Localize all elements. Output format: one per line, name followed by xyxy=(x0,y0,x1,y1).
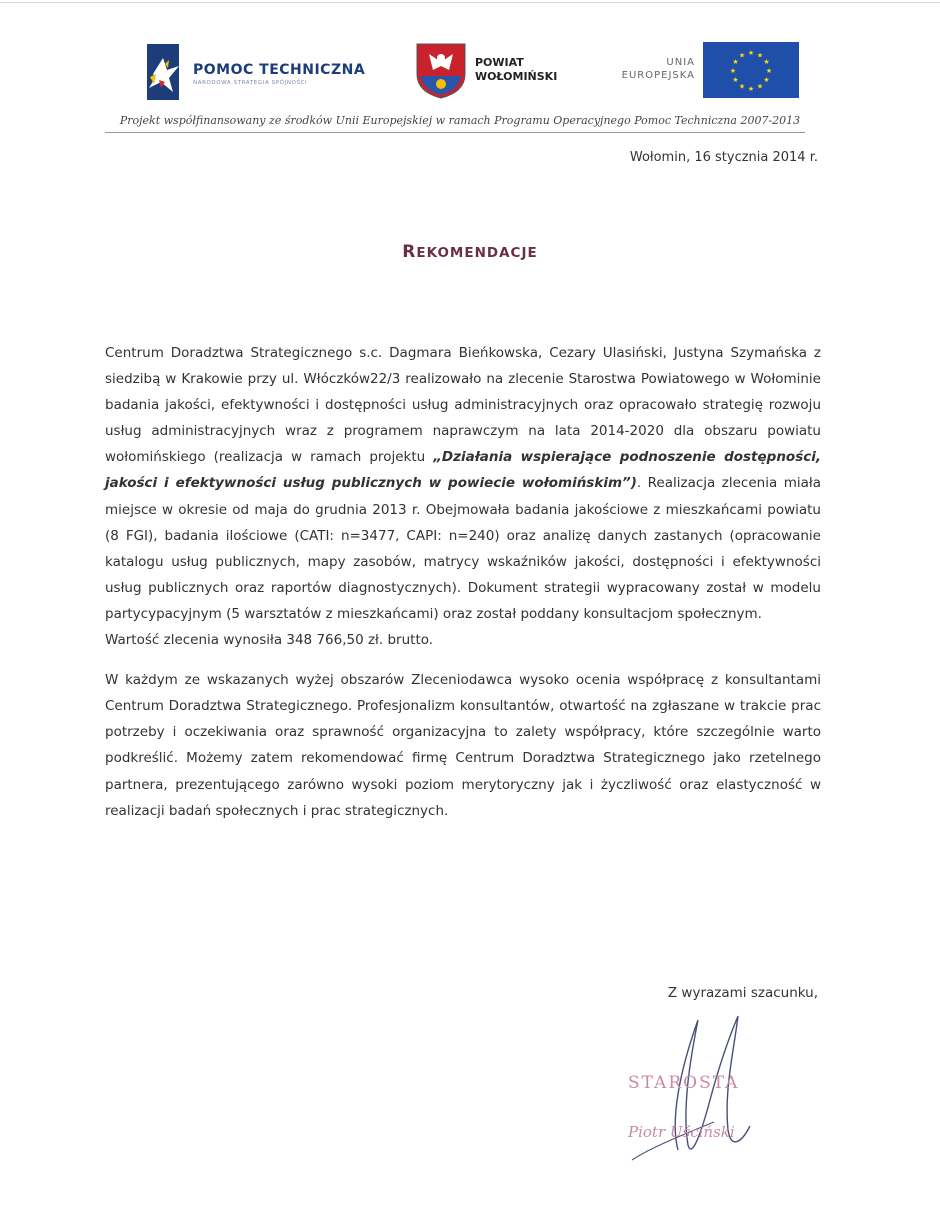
stamp-title: STAROSTA xyxy=(628,1073,740,1093)
svg-text:★: ★ xyxy=(756,51,764,60)
eu-flag-icon xyxy=(703,42,799,98)
letter-body xyxy=(105,340,821,824)
project-cofinancing-line: Projekt współfinansowany ze środków Unii Europejskiej w ramach Programu Operacyjnego Pomoc Techniczna 2007-2013 xyxy=(119,114,801,127)
stamp-name: Piotr Uściński xyxy=(628,1123,735,1141)
letter-title xyxy=(0,242,940,262)
svg-text:★: ★ xyxy=(747,85,755,93)
logo-ue-line2: EUROPEJSKA xyxy=(621,70,695,81)
letter-title-rest: EKOMENDACJE xyxy=(416,245,538,261)
svg-text:★: ★ xyxy=(732,76,739,84)
svg-text:★: ★ xyxy=(763,76,770,84)
project-name-emphasis: „Działania wspierające podnoszenie dostępności, jakości i efektywności usług publicznych w powiecie wołomińskim”) xyxy=(105,449,821,492)
top-border xyxy=(0,2,940,3)
closing-line: Z wyrazami szacunku, xyxy=(667,985,818,1001)
nss-star-icon xyxy=(147,44,187,100)
unia-europejska-logo xyxy=(605,42,805,100)
logo-pt-subtitle: NARODOWA STRATEGIA SPÓJNOŚCI xyxy=(193,80,308,86)
paragraph-3: W każdym ze wskazanych wyżej obszarów Zleceniodawca wysoko ocenia współpracę z konsultantami Centrum Doradztwa Strategicznego. Profesjonalizm konsultantów, otwartość na zgłaszane w trakcie prac potrzeby i oczekiwania oraz sprawność organizacyjna to zalety współpracy, które szczególnie warto podkreślić. Możemy zatem rekomendować firmę Centrum Doradztwa Strategicznego jako rzetelnego partnera, prezentującego zarówno wysoki poziom merytoryczny jak i życzliwość oraz elastyczność w realizacji badań społecznych i prac strategicznych. xyxy=(105,672,821,819)
logo-powiat-text xyxy=(475,56,557,84)
svg-text:★: ★ xyxy=(732,58,739,66)
svg-text:★: ★ xyxy=(747,49,755,57)
paragraph-gap xyxy=(105,653,821,667)
svg-text:★: ★ xyxy=(756,82,764,91)
letter-title-initial: R xyxy=(402,242,417,262)
place-date: Wołomin, 16 stycznia 2014 r. xyxy=(629,150,818,165)
logo-ue-text xyxy=(605,56,695,82)
powiat-wolominski-logo xyxy=(415,42,585,100)
logo-powiat-line1: POWIAT xyxy=(475,56,524,69)
pomoc-techniczna-logo xyxy=(147,44,387,100)
logo-powiat-line2: WOŁOMIŃSKI xyxy=(475,70,558,83)
header-separator xyxy=(105,132,805,133)
svg-text:★: ★ xyxy=(738,51,746,60)
coat-of-arms-icon xyxy=(415,42,467,100)
paragraph-2: Wartość zlecenia wynosiła 348 766,50 zł. brutto. xyxy=(105,632,434,649)
paragraph-1-part-b: . Realizacja zlecenia miała miejsce w okresie od maja do grudnia 2013 r. Obejmowała badania jakościowe z mieszkańcami powiatu (8 FGI), badania ilościowe (CATI: n=3477, CAPI: n=240) oraz analizę danych zastanych (opracowanie katalogu usług publicznych, mapy zasobów, matrycy wskaźników jakości, dostępności i efektywności usług publicznych oraz raportów diagnostycznych). Dokument strategii wypracowany został w modelu partycypacyjnym (5 warsztatów z mieszkańcami) oraz został poddany konsultacjom społecznym. xyxy=(105,475,821,622)
paragraph-1-part-a: Centrum Doradztwa Strategicznego s.c. Dagmara Bieńkowska, Cezary Ulasiński, Justyna Szymańska z siedzibą w Krakowie przy ul. Włóczków22/3 realizowało na zlecenie Starostwa Powiatowego w Wołominie badania jakości, efektywności i dostępności usług administracyjnych oraz opracowało strategię rozwoju usług administracyjnych wraz z programem naprawczym na lata 2014-2020 dla obszaru powiatu wołomińskiego (realizacja w ramach projektu xyxy=(105,345,821,466)
logo-ue-line1: UNIA xyxy=(666,57,695,68)
svg-text:★: ★ xyxy=(763,58,770,66)
logo-pt-title: POMOC TECHNICZNA xyxy=(193,62,366,78)
paragraph-1 xyxy=(105,340,821,627)
svg-text:★: ★ xyxy=(765,67,773,75)
svg-text:★: ★ xyxy=(738,82,746,91)
svg-text:★: ★ xyxy=(729,67,737,75)
